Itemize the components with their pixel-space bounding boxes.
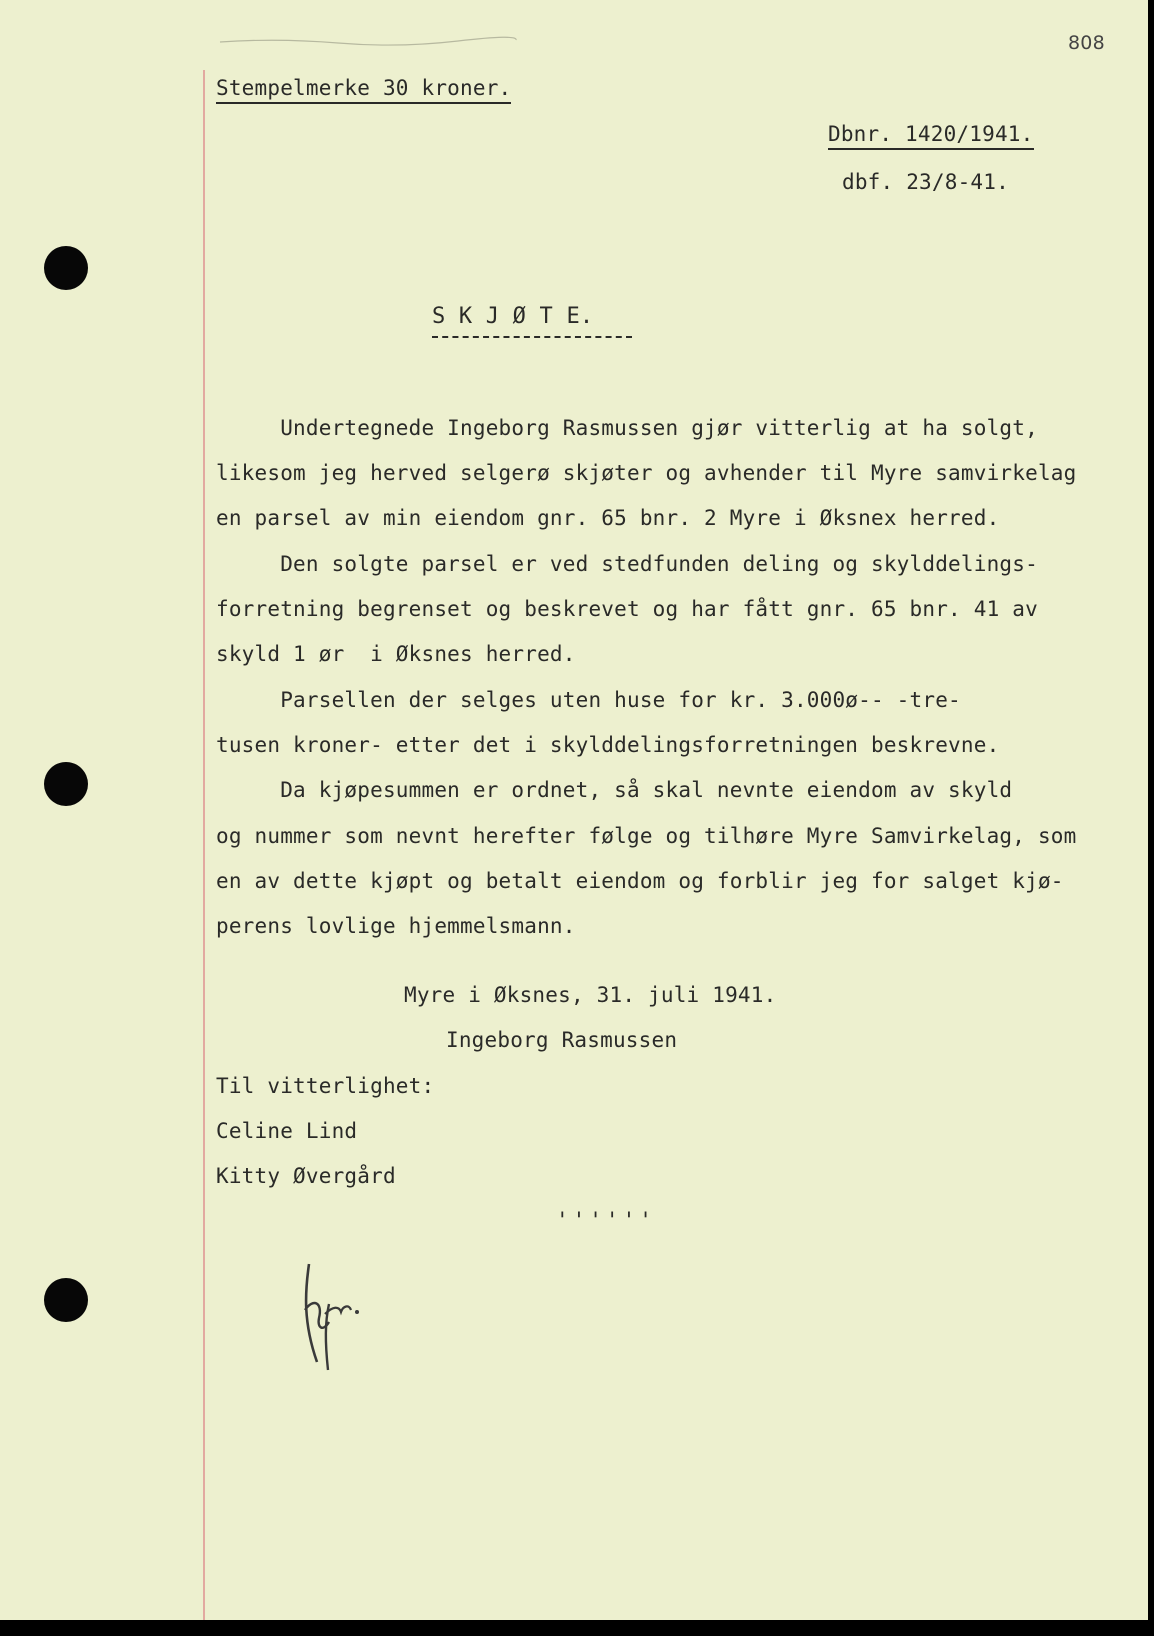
body-line: en parsel av min eiendom gnr. 65 bnr. 2 Myre i Øksnex herred. bbox=[216, 506, 1000, 530]
body-line: forretning begrenset og beskrevet og har fått gnr. 65 bnr. 41 av bbox=[216, 597, 1038, 621]
body-line: en av dette kjøpt og betalt eiendom og forblir jeg for salget kjø- bbox=[216, 869, 1064, 893]
witness-name: Celine Lind bbox=[216, 1119, 358, 1143]
punch-hole bbox=[44, 762, 88, 806]
body-line: perens lovlige hjemmelsmann. bbox=[216, 914, 576, 938]
title-underline bbox=[432, 336, 632, 338]
margin-line bbox=[203, 70, 205, 1620]
witness-heading: Til vitterlighet: bbox=[216, 1074, 435, 1098]
body-line: Undertegnede Ingeborg Rasmussen gjør vitterlig at ha solgt, bbox=[216, 416, 1038, 440]
body-line: Da kjøpesummen er ordnet, så skal nevnte eiendom av skyld bbox=[216, 778, 1013, 802]
handwritten-initials bbox=[295, 1262, 365, 1372]
punch-hole bbox=[44, 246, 88, 290]
closing-marks: '''''' bbox=[556, 1208, 656, 1232]
faint-pencil-scribble bbox=[218, 34, 518, 48]
body-line: Parsellen der selges uten huse for kr. 3.000ø-- -tre- bbox=[216, 688, 961, 712]
punch-hole bbox=[44, 1278, 88, 1322]
seller-name: Ingeborg Rasmussen bbox=[446, 1028, 678, 1052]
body-line: Den solgte parsel er ved stedfunden deling og skylddelings- bbox=[216, 552, 1038, 576]
stamp-note: Stempelmerke 30 kroner. bbox=[216, 76, 511, 104]
body-line: skyld 1 ør i Øksnes herred. bbox=[216, 642, 576, 666]
page-number: 808 bbox=[1068, 32, 1105, 54]
body-line: tusen kroner- etter det i skylddelingsforretningen beskrevne. bbox=[216, 733, 1000, 757]
place-and-date: Myre i Øksnes, 31. juli 1941. bbox=[404, 983, 777, 1007]
witness-name: Kitty Øvergård bbox=[216, 1164, 396, 1188]
registration-number: Dbnr. 1420/1941. bbox=[828, 122, 1034, 150]
document-title: S K J Ø T E. bbox=[432, 304, 594, 329]
body-line: likesom jeg herved selgerø skjøter og avhender til Myre samvirkelag bbox=[216, 461, 1077, 485]
body-line: og nummer som nevnt herefter følge og tilhøre Myre Samvirkelag, som bbox=[216, 824, 1077, 848]
registration-date: dbf. 23/8-41. bbox=[842, 170, 1009, 194]
